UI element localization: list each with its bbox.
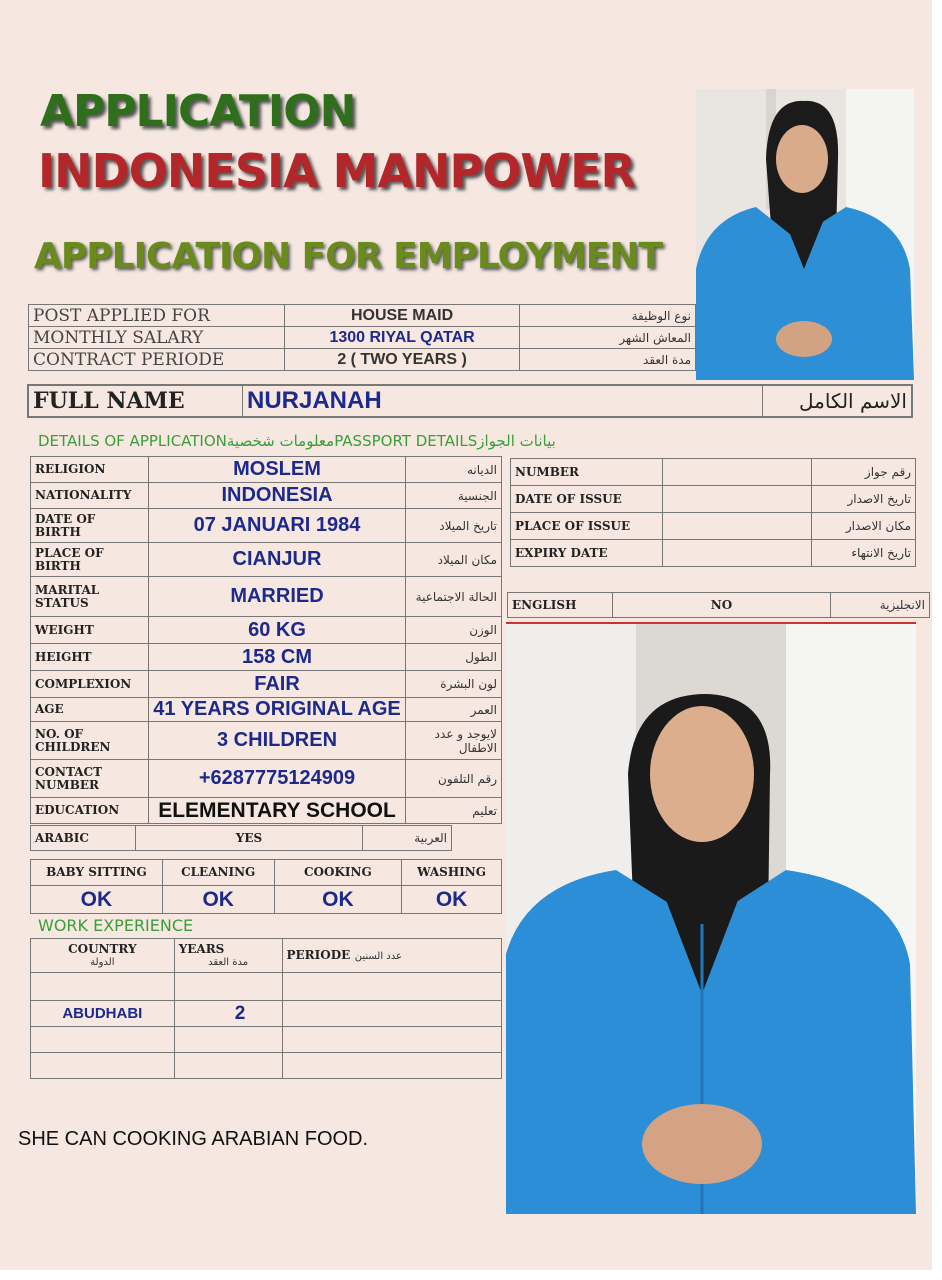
english-arabic: الانجليزية [831,593,930,618]
children-row [31,722,502,760]
full-name-arabic: الاسم الكامل [763,385,913,417]
work-empty-row [31,973,502,1001]
skill-cooking-header: COOKING [274,860,402,886]
full-name-value: NURJANAH [243,385,763,417]
age-arabic: العمر [405,698,501,722]
passport-place-row [511,513,916,540]
passport-expiry-row [511,540,916,567]
passport-place-label: PLACE OF ISSUE [511,513,663,540]
complexion-value: FAIR [149,671,405,698]
personal-details-table [30,456,502,824]
years-header-arabic: مدة العقد [208,956,249,968]
periode-header-arabic: عدد السنين [354,951,402,962]
post-label: POST APPLIED FOR [29,305,285,327]
complexion-arabic: لون البشرة [405,671,501,698]
applicant-photo-large-image [506,624,916,1214]
title-indonesia-manpower: INDONESIA MANPOWER [38,144,635,198]
religion-value: MOSLEM [149,457,405,483]
skill-baby-sitting-value: OK [31,886,163,914]
dob-label: DATE OF BIRTH [31,509,149,543]
weight-arabic: الوزن [405,617,501,644]
applicant-photo-small-image [696,89,914,380]
nationality-row [31,483,502,509]
religion-label: RELIGION [31,457,149,483]
work-experience-heading: WORK EXPERIENCE [38,916,194,935]
title-application-for-employment: APPLICATION FOR EMPLOYMENT [34,236,663,277]
marital-arabic: الحالة الاجتماعية [405,577,501,617]
years-header-cell [174,939,282,973]
passport-number-arabic: رقم جواز [812,459,916,486]
country-header-arabic: الدولة [90,956,115,968]
passport-number-label: NUMBER [511,459,663,486]
height-value: 158 CM [149,644,405,671]
salary-label: MONTHLY SALARY [29,327,285,349]
age-label: AGE [31,698,149,722]
work-country: ABUDHABI [31,1001,175,1027]
work-header-row [31,939,502,973]
work-experience-table [30,938,502,1079]
applicant-photo-large [506,622,916,1214]
country-header-cell [31,939,175,973]
title-application: APPLICATION [40,86,356,137]
post-value: HOUSE MAID [284,305,520,327]
dob-row [31,509,502,543]
details-heading: DETAILS OF APPLICATIONمعلومات شخصيةPASSPORT DETAILSبيانات الجواز [38,432,556,450]
skill-cleaning-value: OK [162,886,274,914]
children-label: NO. OF CHILDREN [31,722,149,760]
dob-arabic: تاريخ الميلاد [405,509,501,543]
pob-arabic: مكان الميلاد [405,543,501,577]
complexion-label: COMPLEXION [31,671,149,698]
weight-label: WEIGHT [31,617,149,644]
contact-value: +6287775124909 [149,760,405,798]
post-table [28,304,696,371]
passport-place-arabic: مكان الاصدار [812,513,916,540]
education-row [31,798,502,824]
work-years: 2 [174,1001,282,1027]
applicant-photo-small [696,89,914,380]
marital-value: MARRIED [149,577,405,617]
post-arabic: نوع الوظيفة [520,305,696,327]
dob-value: 07 JANUARI 1984 [149,509,405,543]
skill-cleaning-header: CLEANING [162,860,274,886]
salary-row [29,327,696,349]
work-empty-row [31,1053,502,1079]
contract-arabic: مدة العقد [520,349,696,371]
nationality-value: INDONESIA [149,483,405,509]
passport-number-row [511,459,916,486]
contract-value: 2 ( TWO YEARS ) [284,349,520,371]
passport-number-value [662,459,811,486]
years-header: YEARS [178,941,225,956]
age-value: 41 YEARS ORIGINAL AGE [149,698,405,722]
arabic-arabic: العربية [363,826,452,851]
passport-issue-arabic: تاريخ الاصدار [812,486,916,513]
weight-row [31,617,502,644]
passport-issue-value [662,486,811,513]
passport-expiry-arabic: تاريخ الانتهاء [812,540,916,567]
arabic-value: YES [136,826,363,851]
pob-value: CIANJUR [149,543,405,577]
nationality-label: NATIONALITY [31,483,149,509]
passport-table [510,458,916,567]
religion-arabic: الديانه [405,457,501,483]
contract-label: CONTRACT PERIODE [29,349,285,371]
skills-table [30,859,502,914]
marital-label: MARITAL STATUS [31,577,149,617]
children-value: 3 CHILDREN [149,722,405,760]
skill-washing-header: WASHING [402,860,502,886]
english-value: NO [613,593,831,618]
skill-cooking-value: OK [274,886,402,914]
passport-issue-row [511,486,916,513]
passport-expiry-label: EXPIRY DATE [511,540,663,567]
periode-header-cell [282,939,502,973]
height-arabic: الطول [405,644,501,671]
post-row [29,305,696,327]
periode-header: PERIODE [286,948,351,962]
skill-baby-sitting-header: BABY SITTING [31,860,163,886]
complexion-row [31,671,502,698]
age-row [31,698,502,722]
nationality-arabic: الجنسية [405,483,501,509]
country-header: COUNTRY [68,941,137,956]
education-value: ELEMENTARY SCHOOL [149,798,405,824]
arabic-language-row [30,825,452,851]
salary-arabic: المعاش الشهر [520,327,696,349]
pob-label: PLACE OF BIRTH [31,543,149,577]
education-arabic: تعليم [405,798,501,824]
full-name-row [27,384,913,418]
children-arabic: لايوجد و عدد الاطفال [405,722,501,760]
salary-value: 1300 RIYAL QATAR [284,327,520,349]
work-row [31,1001,502,1027]
marital-row [31,577,502,617]
full-name-label: FULL NAME [28,385,243,417]
note-text: SHE CAN COOKING ARABIAN FOOD. [18,1128,369,1150]
education-label: EDUCATION [31,798,149,824]
height-label: HEIGHT [31,644,149,671]
religion-row [31,457,502,483]
contact-row [31,760,502,798]
english-row [507,592,930,618]
pob-row [31,543,502,577]
weight-value: 60 KG [149,617,405,644]
passport-place-value [662,513,811,540]
height-row [31,644,502,671]
work-empty-row [31,1027,502,1053]
arabic-label: ARABIC [31,826,136,851]
contact-label: CONTACT NUMBER [31,760,149,798]
contact-arabic: رقم التلفون [405,760,501,798]
skill-washing-value: OK [402,886,502,914]
contract-row [29,349,696,371]
skills-value-row [31,886,502,914]
passport-issue-label: DATE OF ISSUE [511,486,663,513]
passport-expiry-value [662,540,811,567]
english-label: ENGLISH [508,593,613,618]
skills-header-row [31,860,502,886]
